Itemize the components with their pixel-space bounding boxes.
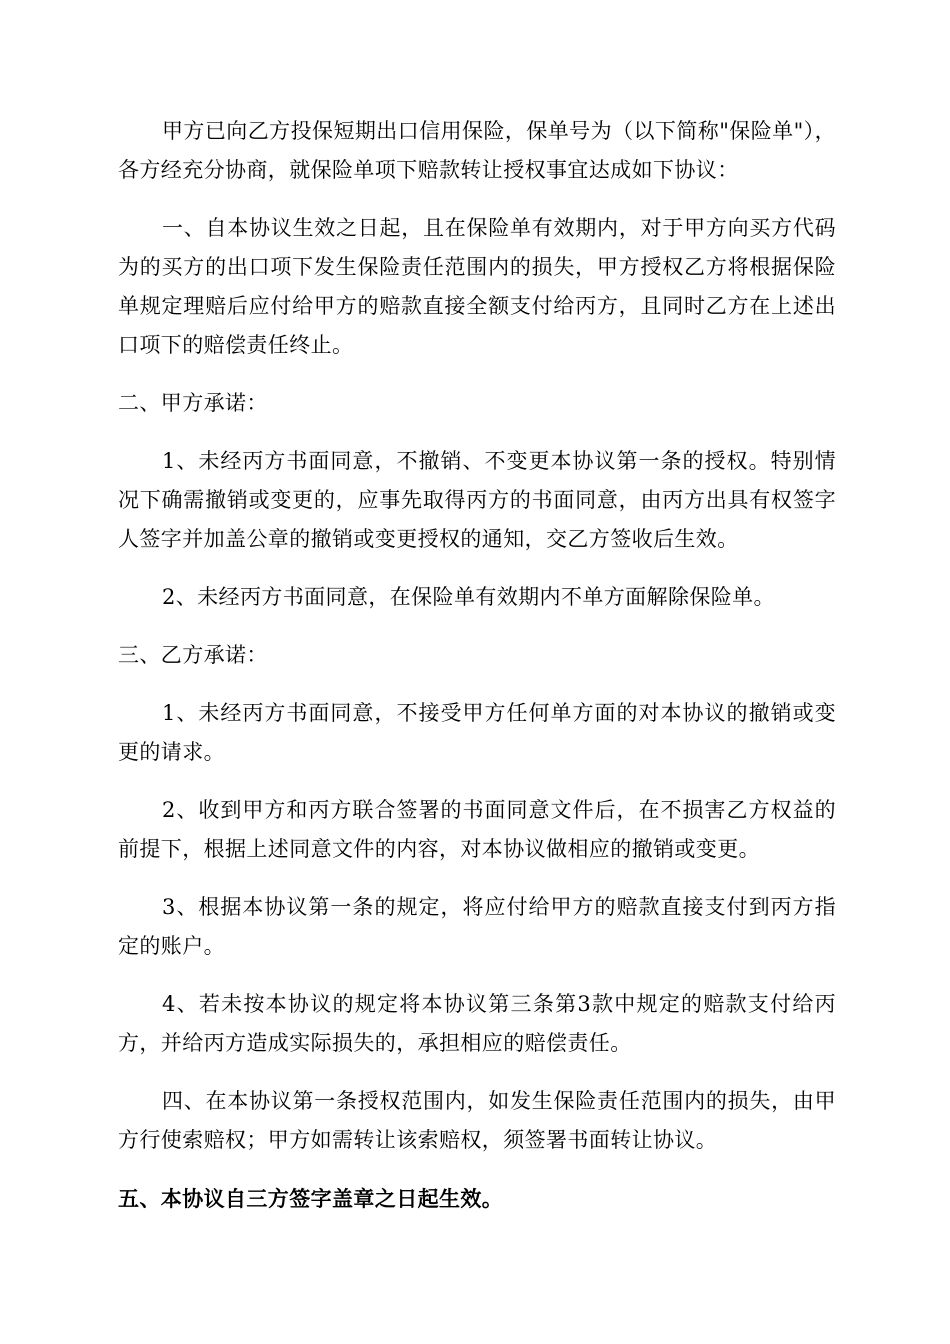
clause-3-item-3: 3、根据本协议第一条的规定，将应付给甲方的赔款直接支付到丙方指定的账户。: [118, 895, 836, 958]
clause-1: 一、自本协议生效之日起，且在保险单有效期内，对于甲方向买方代码为的买方的出口项下发生保险责任范围内的损失，甲方授权乙方将根据保险单规定理赔后应付给甲方的赔款直接全额支付给丙方，且同时乙方在上述出口项下的赔偿责任终止。: [118, 216, 836, 357]
clause-2-item-1: 1、未经丙方书面同意，不撤销、不变更本协议第一条的授权。特别情况下确需撤销或变更的，应事先取得丙方的书面同意，由丙方出具有权签字人签字并加盖公章的撤销或变更授权的通知，交乙方签收后生效。: [118, 449, 836, 551]
clause-3-item-1: 1、未经丙方书面同意，不接受甲方任何单方面的对本协议的撤销或变更的请求。: [118, 701, 836, 764]
clause-3-heading: 三、乙方承诺：: [118, 643, 268, 667]
intro-paragraph: 甲方已向乙方投保短期出口信用保险，保单号为（以下简称"保险单"），各方经充分协商，就保险单项下赔款转让授权事宜达成如下协议：: [118, 119, 836, 182]
clause-4: 四、在本协议第一条授权范围内，如发生保险责任范围内的损失，由甲方行使索赔权；甲方如需转让该索赔权，须签署书面转让协议。: [118, 1089, 836, 1152]
clause-2-item-2: 2、未经丙方书面同意，在保险单有效期内不单方面解除保险单。: [162, 585, 775, 609]
clause-3-item-2: 2、收到甲方和丙方联合签署的书面同意文件后，在不损害乙方权益的前提下，根据上述同意文件的内容，对本协议做相应的撤销或变更。: [118, 798, 836, 861]
clause-3-item-4: 4、若未按本协议的规定将本协议第三条第3款中规定的赔款支付给丙方，并给丙方造成实际损失的，承担相应的赔偿责任。: [118, 992, 836, 1055]
clause-2-heading: 二、甲方承诺：: [118, 391, 268, 415]
clause-5: 五、本协议自三方签字盖章之日起生效。: [118, 1186, 504, 1211]
document-page: [118, 112, 836, 1237]
